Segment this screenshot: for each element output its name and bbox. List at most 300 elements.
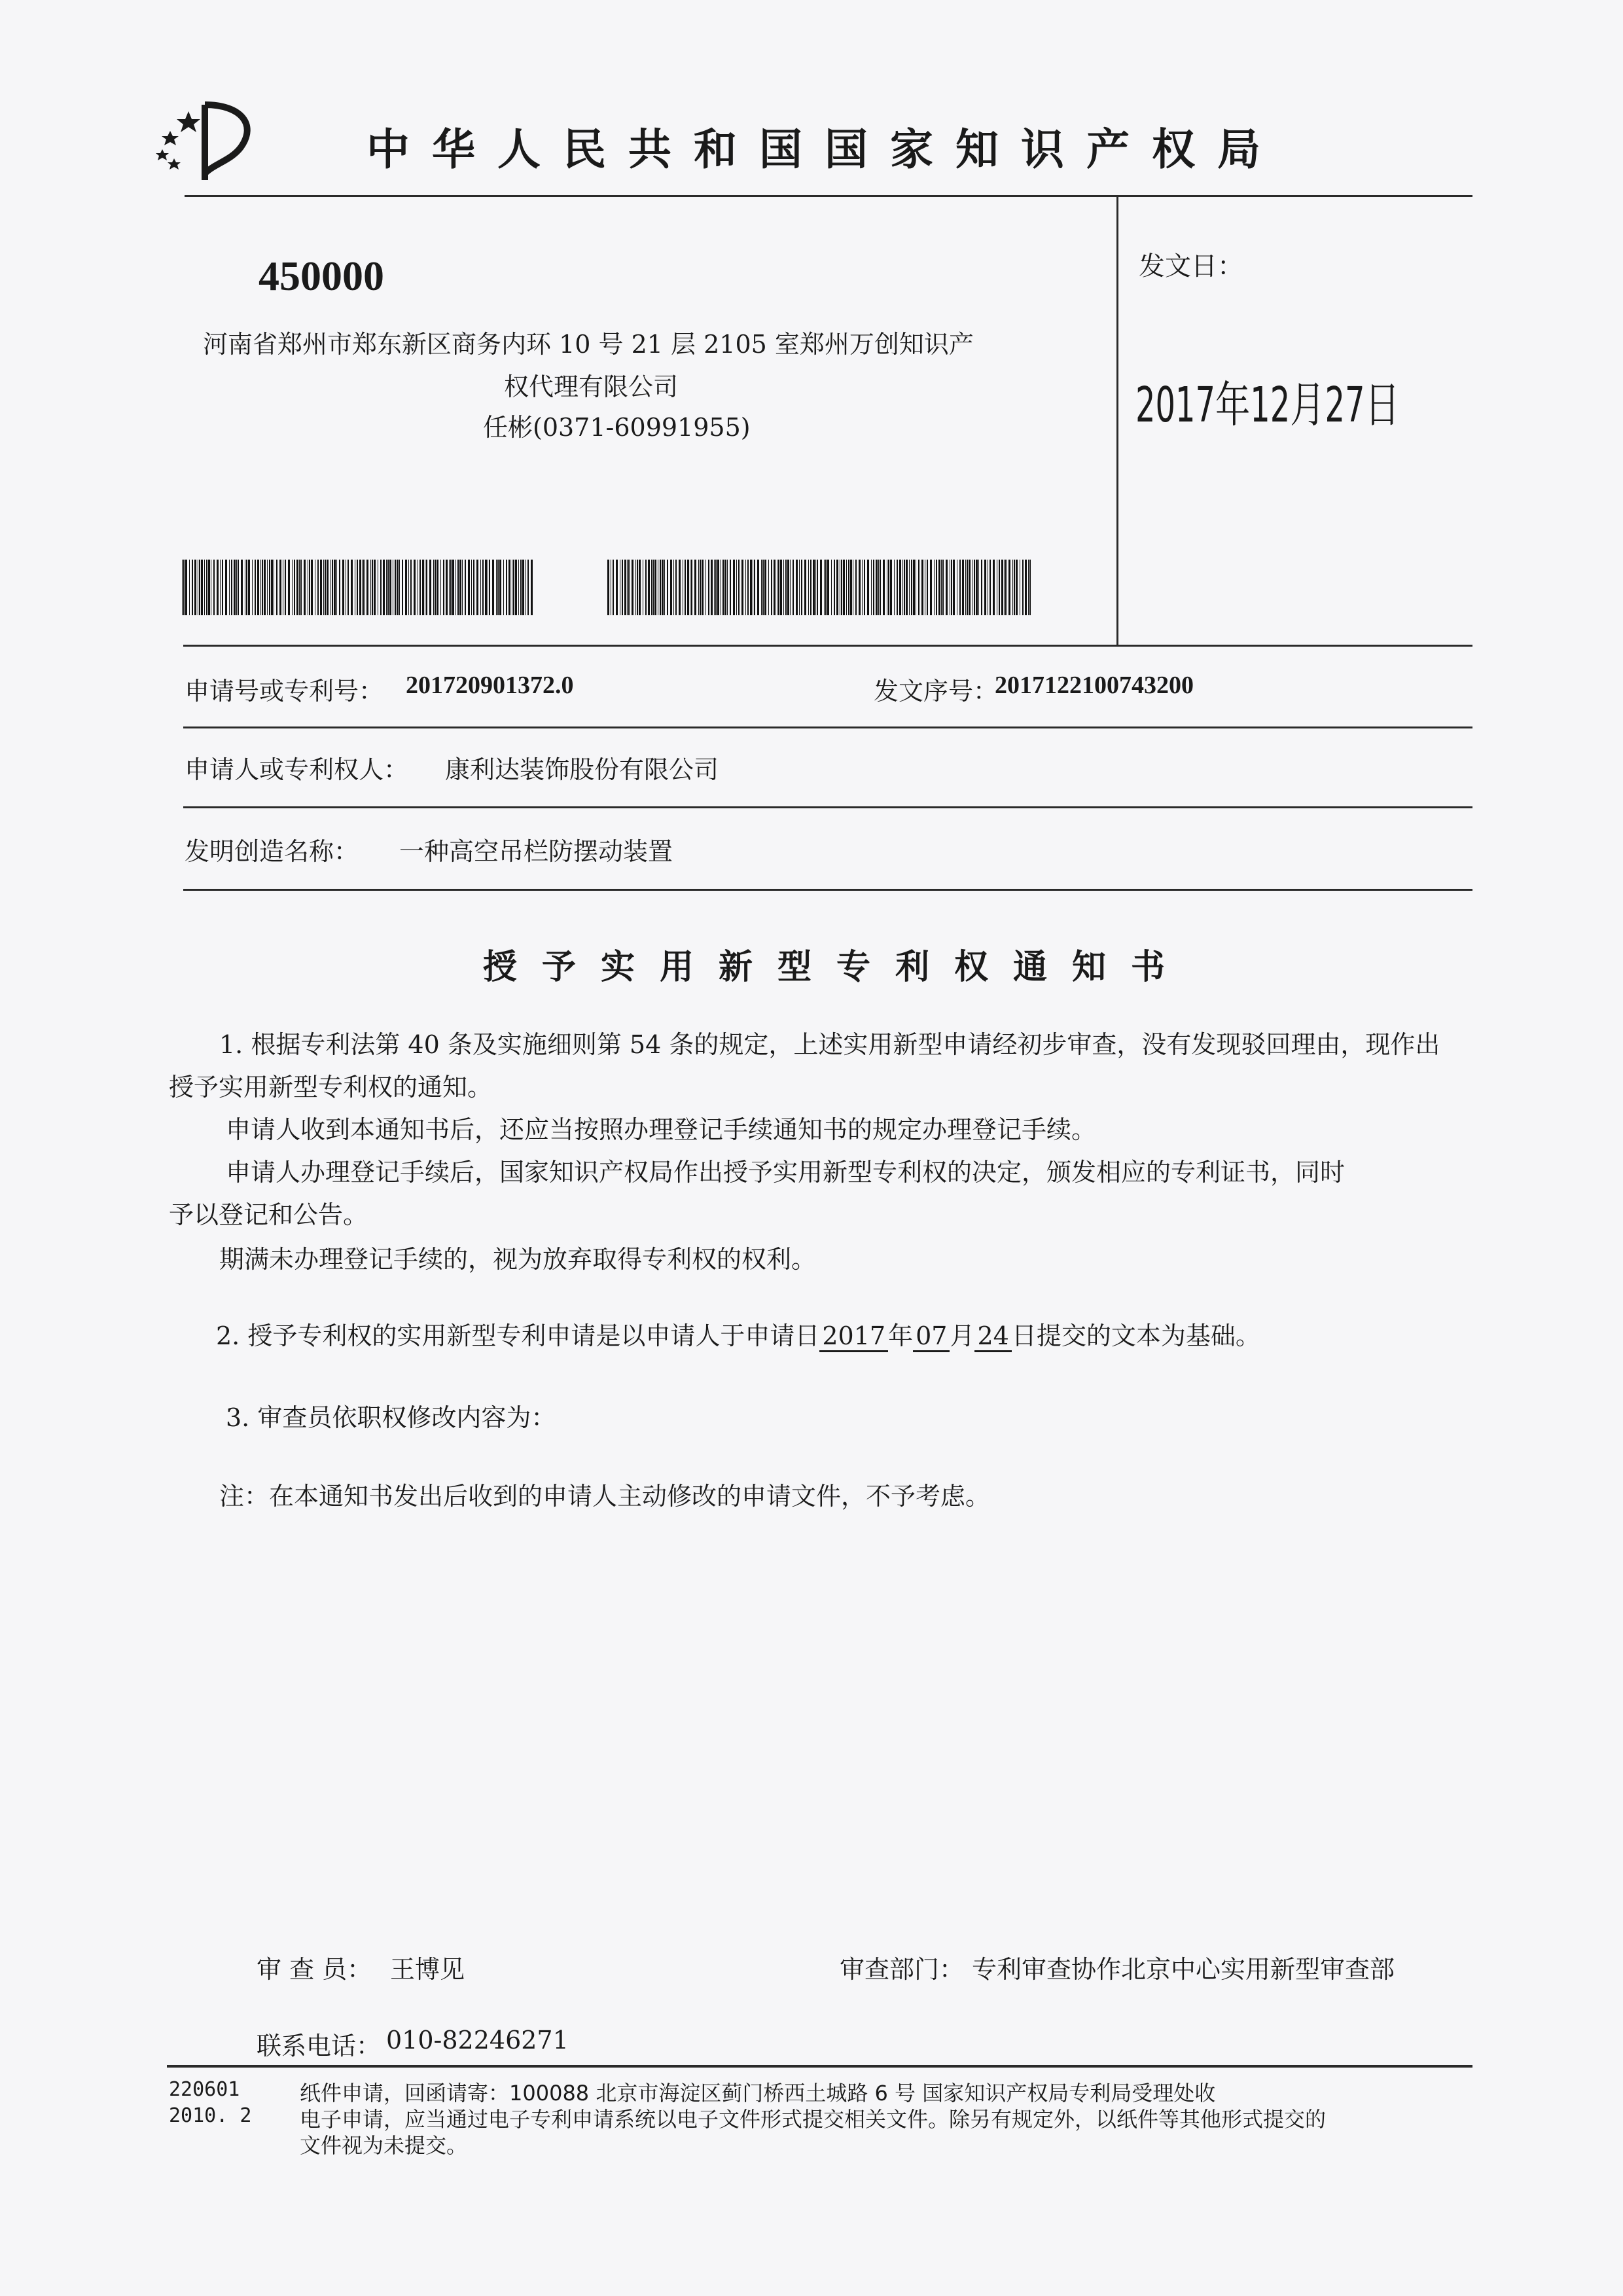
- barcode-bar: [936, 560, 937, 615]
- barcode-bar: [817, 560, 818, 615]
- barcode-bar: [395, 560, 396, 615]
- header-divider: [185, 195, 1472, 197]
- barcode-bar: [246, 560, 247, 615]
- barcode-bar: [738, 560, 740, 615]
- barcode-bar: [774, 560, 776, 615]
- barcode-bar: [785, 560, 787, 615]
- barcode-bar: [1008, 560, 1010, 615]
- address-line-2: 权代理有限公司: [504, 372, 679, 401]
- barcode-bar: [264, 560, 266, 615]
- barcode-bar: [429, 560, 431, 615]
- barcode-bar: [930, 560, 932, 615]
- barcode-bar: [433, 560, 434, 615]
- barcode-bar: [750, 560, 752, 615]
- barcode-bar: [480, 560, 481, 615]
- barcode-bar: [834, 560, 835, 615]
- barcode-bar: [449, 560, 450, 615]
- examiner-name: 王博见: [390, 1955, 465, 1984]
- barcode-bar: [288, 560, 290, 615]
- barcode-bar: [722, 560, 724, 615]
- barcode-bar: [965, 560, 966, 615]
- barcode-bar: [990, 560, 991, 615]
- contact-person: 任彬(0371-60991955): [483, 413, 751, 442]
- barcode-bar: [276, 560, 277, 615]
- barcode-bar: [397, 560, 399, 615]
- paragraph-3-line-2: 予以登记和公告。: [169, 1200, 368, 1229]
- barcode-bar: [513, 560, 514, 615]
- barcode-bar: [402, 560, 403, 615]
- barcode-bar: [236, 560, 237, 615]
- barcode-bar: [888, 560, 889, 615]
- barcode-bar: [339, 560, 340, 615]
- cnipa-emblem-icon: [143, 98, 260, 183]
- barcode-bar: [864, 560, 865, 615]
- barcode-bar: [192, 560, 193, 615]
- phone-value: 010-82246271: [386, 2026, 569, 2054]
- barcode-bar: [824, 560, 825, 615]
- barcode-bar: [984, 560, 986, 615]
- barcode-bar: [883, 560, 885, 615]
- serial-label: 发文序号：: [874, 677, 999, 706]
- barcode-bar: [332, 560, 333, 615]
- barcode-bar: [520, 560, 522, 615]
- barcode-bar: [323, 560, 324, 615]
- barcode-bar: [309, 560, 310, 615]
- barcode-bar: [652, 560, 654, 615]
- barcode-bar: [897, 560, 898, 615]
- barcode-bar: [685, 560, 686, 615]
- barcode-bar: [667, 560, 668, 615]
- barcode-bar: [909, 560, 910, 615]
- barcode-bar: [437, 560, 438, 615]
- barcode-bar: [238, 560, 239, 615]
- barcode-bar: [736, 560, 737, 615]
- barcode-bar: [222, 560, 223, 615]
- barcode-bar: [780, 560, 782, 615]
- paragraph-3-line-1: 申请人办理登记手续后，国家知识产权局作出授予实用新型专利权的决定，颁发相应的专利证书，同时: [226, 1158, 1346, 1187]
- barcode-bar: [855, 560, 857, 615]
- barcode-bar: [199, 560, 200, 615]
- barcode-bar: [927, 560, 928, 615]
- address-line-1: 河南省郑州市郑东新区商务内环 10 号 21 层 2105 室郑州万创知识产: [203, 330, 974, 359]
- filing-month: 07: [913, 1321, 950, 1352]
- barcode-bar: [733, 560, 735, 615]
- barcode-bar: [607, 560, 609, 615]
- barcode-bar: [1014, 560, 1015, 615]
- barcode-bar: [508, 560, 510, 615]
- barcode-bar: [831, 560, 832, 615]
- barcode-bar: [410, 560, 412, 615]
- barcode-bar: [1028, 560, 1029, 615]
- barcode-bar: [419, 560, 421, 615]
- barcode-bar: [426, 560, 427, 615]
- barcode-bar: [938, 560, 940, 615]
- barcode-bar: [801, 560, 802, 615]
- barcode-bar: [299, 560, 300, 615]
- barcode-bar: [754, 560, 755, 615]
- barcode-bar: [351, 560, 353, 615]
- barcode-bar: [654, 560, 656, 615]
- barcode-bar: [632, 560, 633, 615]
- barcode-bar: [362, 560, 363, 615]
- barcode-bar: [820, 560, 822, 615]
- footer-line-2: 电子申请，应当通过电子专利申请系统以电子文件形式提交相关文件。除另有规定外，以纸件等其他形式提交的: [300, 2107, 1327, 2132]
- barcode-bar: [981, 560, 982, 615]
- info-bottom-divider: [183, 889, 1472, 891]
- barcode-bar: [827, 560, 829, 615]
- barcode-bar: [269, 560, 270, 615]
- paragraph-1-line-1: 1. 根据专利法第 40 条及实施细则第 54 条的规定，上述实用新型申请经初步审查，没有发现驳回理由，现作出: [219, 1030, 1440, 1059]
- barcode-bar: [934, 560, 935, 615]
- barcode-bar: [899, 560, 901, 615]
- barcode-bar: [624, 560, 626, 615]
- barcode-bar: [503, 560, 504, 615]
- barcode-bar: [705, 560, 706, 615]
- date-box-divider: [1116, 195, 1118, 647]
- barcode-bar: [499, 560, 501, 615]
- barcode-bar: [213, 560, 215, 615]
- barcode-bar: [911, 560, 912, 615]
- barcode-bar: [496, 560, 497, 615]
- barcode-bar: [904, 560, 905, 615]
- paragraph-1-line-2: 授予实用新型专利权的通知。: [169, 1073, 493, 1102]
- barcode-bar: [700, 560, 701, 615]
- barcode-bar: [787, 560, 789, 615]
- barcode-bar: [810, 560, 812, 615]
- barcode-bar: [515, 560, 517, 615]
- barcode-bar: [363, 560, 365, 615]
- barcode-bar: [662, 560, 664, 615]
- barcode-bar: [485, 560, 487, 615]
- barcode-bar: [285, 560, 286, 615]
- applicant-value: 康利达装饰股份有限公司: [445, 755, 719, 784]
- barcode-bar: [386, 560, 387, 615]
- barcode-bar: [670, 560, 672, 615]
- barcode-bar: [422, 560, 424, 615]
- barcode-bar: [255, 560, 256, 615]
- paragraph-6: 3. 审查员依职权修改内容为：: [226, 1403, 556, 1432]
- barcode-bar: [848, 560, 849, 615]
- barcode-bar: [357, 560, 358, 615]
- barcode-bar: [525, 560, 526, 615]
- barcode-bar: [639, 560, 641, 615]
- serial-value: 2017122100743200: [995, 672, 1194, 699]
- org-name: 中华人民共和国国家知识产权局: [366, 124, 1283, 175]
- barcode-bar: [194, 560, 196, 615]
- applicant-label: 申请人或专利权人：: [185, 755, 409, 784]
- barcode-bar: [880, 560, 881, 615]
- barcode-bar: [768, 560, 769, 615]
- barcode-bar: [890, 560, 892, 615]
- barcode-bar: [234, 560, 236, 615]
- barcode-bar: [825, 560, 827, 615]
- barcode-bar: [220, 560, 221, 615]
- barcode-bar: [679, 560, 681, 615]
- barcode-bar: [691, 560, 692, 615]
- note: 注：在本通知书发出后收到的申请人主动修改的申请文件，不予考虑。: [219, 1482, 991, 1511]
- filing-year-unit: 年: [888, 1321, 914, 1350]
- barcode-bar: [790, 560, 791, 615]
- barcode-bar: [531, 560, 533, 615]
- barcode-bar: [613, 560, 614, 615]
- barcode-bar: [325, 560, 326, 615]
- barcode-bar: [399, 560, 400, 615]
- barcode-bar: [182, 560, 183, 615]
- barcode-bar: [292, 560, 293, 615]
- barcode-bar: [489, 560, 490, 615]
- barcode-bar: [1004, 560, 1005, 615]
- barcode-bar: [450, 560, 452, 615]
- barcode-bar: [446, 560, 448, 615]
- barcode-bar: [1001, 560, 1003, 615]
- info-top-divider: [183, 645, 1472, 647]
- barcode-bar: [260, 560, 261, 615]
- form-date: 2010. 2: [169, 2104, 252, 2127]
- barcode-bar: [711, 560, 713, 615]
- app-no-label: 申请号或专利号：: [185, 677, 384, 706]
- barcode-bar: [527, 560, 529, 615]
- barcode-bar: [359, 560, 361, 615]
- dept-name: 专利审查协作北京中心实用新型审查部: [972, 1955, 1395, 1984]
- barcode-bar: [694, 560, 696, 615]
- footer-line-3: 文件视为未提交。: [300, 2133, 468, 2158]
- barcode-bar: [953, 560, 955, 615]
- barcode-bar: [941, 560, 942, 615]
- barcode-bar: [366, 560, 368, 615]
- barcode-bar: [687, 560, 689, 615]
- barcode-bar: [778, 560, 779, 615]
- barcode-bar: [796, 560, 798, 615]
- barcode-right: [607, 560, 1033, 615]
- barcode-bar: [714, 560, 715, 615]
- barcode-bar: [635, 560, 636, 615]
- barcode-bar: [976, 560, 978, 615]
- barcode-bar: [808, 560, 809, 615]
- barcode-bar: [201, 560, 203, 615]
- barcode-bar: [648, 560, 650, 615]
- postcode: 450000: [259, 253, 384, 299]
- barcode-bar: [455, 560, 456, 615]
- barcode-bar: [627, 560, 628, 615]
- barcode-bar: [296, 560, 298, 615]
- barcode-bar: [698, 560, 699, 615]
- notice-title: 授予实用新型专利权通知书: [482, 948, 1190, 987]
- barcode-bar: [257, 560, 259, 615]
- barcode-bar: [673, 560, 674, 615]
- barcode-bar: [387, 560, 389, 615]
- paragraph-2: 申请人收到本通知书后，还应当按照办理登记手续通知书的规定办理登记手续。: [226, 1115, 1097, 1144]
- footer-divider: [167, 2065, 1472, 2068]
- filing-month-unit: 月: [950, 1321, 975, 1350]
- barcode-bar: [745, 560, 746, 615]
- barcode-bar: [468, 560, 470, 615]
- barcode-bar: [859, 560, 861, 615]
- barcode-bar: [724, 560, 726, 615]
- barcode-bar: [241, 560, 243, 615]
- barcode-bar: [183, 560, 185, 615]
- barcode-bar: [962, 560, 964, 615]
- barcode-bar: [482, 560, 484, 615]
- barcode-bar: [873, 560, 874, 615]
- barcode-bar: [217, 560, 219, 615]
- dept-label: 审查部门：: [840, 1955, 965, 1984]
- paragraph-4: 期满未办理登记手续的，视为放弃取得专利权的权利。: [219, 1245, 817, 1274]
- barcode-bar: [628, 560, 630, 615]
- barcode-bar: [664, 560, 665, 615]
- examiner-label: 审 查 员：: [257, 1955, 372, 1984]
- barcode-bar: [1022, 560, 1024, 615]
- barcode-bar: [708, 560, 709, 615]
- barcode-bar: [311, 560, 313, 615]
- barcode-bar: [457, 560, 459, 615]
- barcode-bar: [730, 560, 731, 615]
- barcode-bar: [867, 560, 869, 615]
- dispatch-date-label: 发文日：: [1139, 251, 1243, 281]
- app-no-value: 201720901372.0: [406, 672, 574, 699]
- barcode-bar: [471, 560, 472, 615]
- barcode-bar: [342, 560, 344, 615]
- filing-year: 2017: [819, 1321, 888, 1352]
- barcode-bar: [836, 560, 838, 615]
- barcode-bar: [783, 560, 784, 615]
- barcode-bar: [894, 560, 895, 615]
- barcode-bar: [1025, 560, 1027, 615]
- barcode-bar: [921, 560, 923, 615]
- barcode-bar: [389, 560, 391, 615]
- barcode-bar: [405, 560, 407, 615]
- barcode-bar: [757, 560, 759, 615]
- barcode-bar: [372, 560, 373, 615]
- barcode-bar: [876, 560, 878, 615]
- barcode-bar: [978, 560, 979, 615]
- barcode-bar: [506, 560, 507, 615]
- filing-day: 24: [974, 1321, 1011, 1352]
- barcode-bar: [675, 560, 677, 615]
- footer-line-1: 纸件申请，回函请寄：100088 北京市海淀区蓟门桥西土城路 6 号 国家知识产权局专利局受理处收: [300, 2081, 1216, 2106]
- barcode-bar: [974, 560, 975, 615]
- barcode-bar: [951, 560, 952, 615]
- barcode-bar: [408, 560, 409, 615]
- barcode-bar: [969, 560, 971, 615]
- barcode-bar: [348, 560, 349, 615]
- barcode-bar: [204, 560, 205, 615]
- barcode-bar: [459, 560, 461, 615]
- barcode-bar: [294, 560, 295, 615]
- phone-label: 联系电话：: [257, 2032, 382, 2060]
- barcode-bar: [747, 560, 749, 615]
- barcode-bar: [383, 560, 385, 615]
- barcode-bar: [334, 560, 336, 615]
- info-divider-1: [183, 726, 1472, 728]
- paragraph-5: [216, 1316, 1260, 1352]
- barcode-bar: [702, 560, 704, 615]
- barcode-bar: [764, 560, 766, 615]
- barcode-bar: [946, 560, 948, 615]
- barcode-bar: [717, 560, 719, 615]
- barcode-bar: [906, 560, 908, 615]
- invention-label: 发明创造名称：: [185, 837, 359, 866]
- dispatch-date-value: 2017年12月27日: [1135, 377, 1400, 433]
- barcode-bar: [248, 560, 250, 615]
- barcode-bar: [476, 560, 478, 615]
- barcode-bar: [465, 560, 466, 615]
- barcode-left: [182, 560, 535, 615]
- barcode-bar: [878, 560, 879, 615]
- barcode-bar: [761, 560, 762, 615]
- barcode-bar: [317, 560, 319, 615]
- filing-date-prefix: 2. 授予专利权的实用新型专利申请是以申请人于申请日: [216, 1321, 820, 1350]
- barcode-bar: [336, 560, 337, 615]
- barcode-bar: [374, 560, 376, 615]
- barcode-bar: [622, 560, 623, 615]
- barcode-bar: [762, 560, 764, 615]
- barcode-bar: [913, 560, 915, 615]
- barcode-bar: [999, 560, 1000, 615]
- barcode-bar: [813, 560, 815, 615]
- barcode-bar: [452, 560, 454, 615]
- barcode-bar: [271, 560, 273, 615]
- barcode-bar: [473, 560, 474, 615]
- barcode-bar: [497, 560, 499, 615]
- barcode-bar: [959, 560, 961, 615]
- barcode-bar: [967, 560, 968, 615]
- barcode-bar: [651, 560, 652, 615]
- barcode-bar: [871, 560, 872, 615]
- barcode-bar: [771, 560, 772, 615]
- barcode-bar: [637, 560, 638, 615]
- barcode-bar: [443, 560, 444, 615]
- barcode-bar: [843, 560, 845, 615]
- info-divider-2: [183, 806, 1472, 808]
- barcode-bar: [645, 560, 647, 615]
- filing-date-suffix: 日提交的文本为基础。: [1011, 1321, 1260, 1350]
- barcode-bar: [206, 560, 207, 615]
- barcode-bar: [267, 560, 268, 615]
- barcode-bar: [918, 560, 919, 615]
- barcode-bar: [522, 560, 524, 615]
- invention-value: 一种高空吊栏防摆动装置: [399, 837, 673, 866]
- barcode-bar: [231, 560, 232, 615]
- barcode-bar: [1012, 560, 1013, 615]
- barcode-bar: [262, 560, 263, 615]
- barcode-bar: [435, 560, 436, 615]
- barcode-bar: [208, 560, 210, 615]
- barcode-bar: [185, 560, 187, 615]
- barcode-bar: [1029, 560, 1031, 615]
- barcode-bar: [189, 560, 190, 615]
- form-code: 220601: [169, 2078, 240, 2101]
- barcode-bar: [380, 560, 382, 615]
- barcode-bar: [518, 560, 519, 615]
- barcode-bar: [252, 560, 253, 615]
- barcode-bar: [327, 560, 329, 615]
- barcode-bar: [320, 560, 322, 615]
- barcode-bar: [279, 560, 281, 615]
- barcode-bar: [616, 560, 618, 615]
- barcode-bar: [1005, 560, 1007, 615]
- barcode-bar: [799, 560, 800, 615]
- barcode-bar: [370, 560, 371, 615]
- barcode-bar: [793, 560, 794, 615]
- barcode-bar: [715, 560, 717, 615]
- barcode-bar: [841, 560, 842, 615]
- barcode-bar: [862, 560, 863, 615]
- barcode-bar: [440, 560, 441, 615]
- barcode-bar: [225, 560, 227, 615]
- barcode-bar: [1016, 560, 1018, 615]
- barcode-bar: [804, 560, 806, 615]
- barcode-bar: [660, 560, 661, 615]
